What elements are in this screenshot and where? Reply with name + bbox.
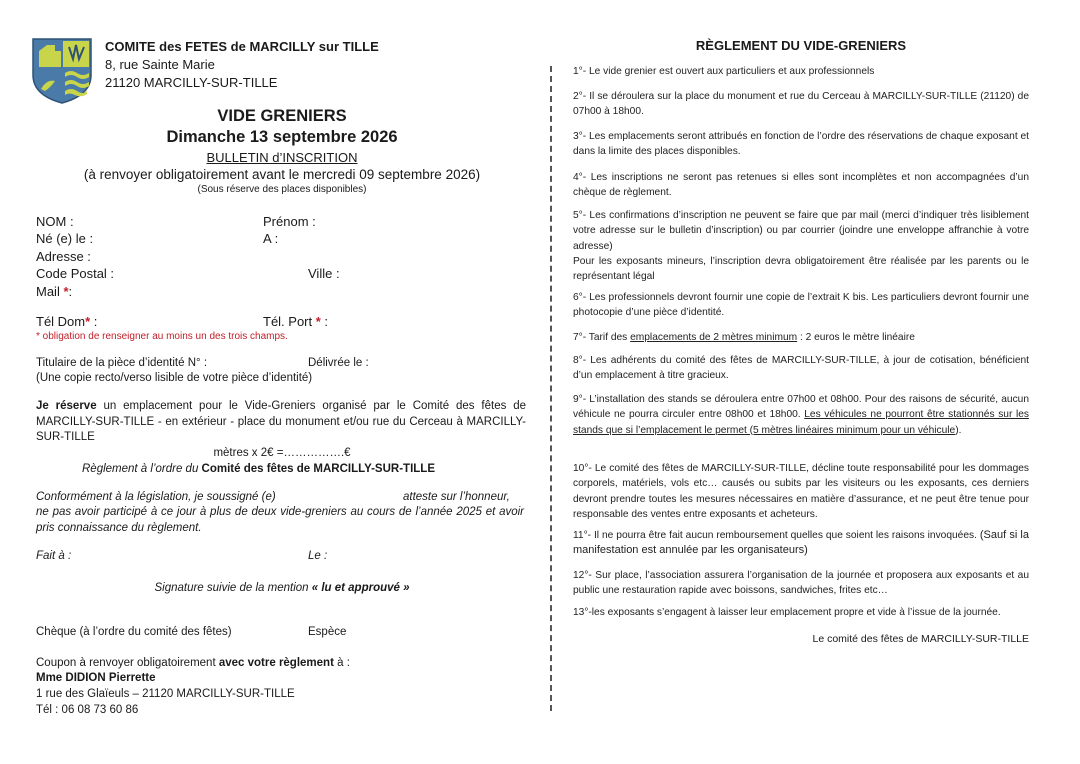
contact-name: Mme DIDION Pierrette (36, 672, 156, 684)
cut-line-divider (550, 66, 552, 711)
mobile-phone-field[interactable] (263, 313, 328, 330)
rule-item: 2°- Il se déroulera sur la place du monument et rue du Cerceau à MARCILLY-SUR-TILLE (21120) de 07h00 à 18h00. (573, 91, 1029, 118)
organization-address-line1: 8, rue Sainte Marie (105, 57, 215, 72)
home-phone-label: Tél Dom (36, 314, 86, 329)
payment-cash-option[interactable]: Espèce (308, 626, 347, 638)
rule-item-emphasis: (Sauf si la manifestation est annulée par les organisateurs) (573, 529, 1029, 557)
marcilly-crest-icon (31, 37, 93, 104)
required-fields-note: * obligation de renseigner au moins un des trois champs. (36, 331, 288, 342)
organization-name: COMITE des FETES de MARCILLY sur TILLE (105, 39, 379, 54)
postal-code-field[interactable]: Code Postal : (36, 266, 115, 281)
rule-item-pre: 11°- Il ne pourra être fait aucun remboursement quelles que soient les raisons invoquées. (573, 530, 980, 541)
required-mark: * (315, 314, 321, 329)
attestation-line1-end: atteste sur l’honneur, (403, 491, 510, 503)
payment-order-italic: Règlement à l’ordre du (82, 463, 202, 475)
mail-label-suffix: : (68, 284, 73, 299)
availability-note: (Sous réserve des places disponibles) (197, 184, 367, 195)
rule-item: 3°- Les emplacements seront attribués en fonction de l’ordre des réservations de chaque exposant et dans la limite des places disponibles. (573, 131, 1029, 158)
reservation-bold: Je réserve (36, 400, 97, 412)
birthdate-field[interactable]: Né (e) le : (36, 231, 94, 246)
id-copy-note: (Une copie recto/verso lisible de votre pièce d’identité) (36, 372, 313, 384)
id-delivered-field[interactable]: Délivrée le : (308, 357, 369, 369)
rule-item-post: ). (955, 424, 962, 436)
signature-bold: « lu et approuvé » (311, 582, 410, 594)
fait-a-field[interactable]: Fait à : (36, 550, 72, 562)
mail-field[interactable] (36, 283, 72, 300)
rule-item (573, 528, 1029, 559)
reservation-text: un emplacement pour le Vide-Greniers organisé par le Comité des fêtes de MARCILLY-SUR-TILLE - en extérieur - place du monument et/ou rue du Cerceau à MARCILLY-SUR-TILLE (36, 400, 527, 443)
rule-item: 6°- Les professionnels devront fournir une copie de l’extrait K bis. Les particuliers devront fournir une photocopie d’une pièce d’identité. (573, 292, 1029, 319)
coupon-intro (36, 656, 350, 672)
form-title: VIDE GRENIERS (217, 107, 347, 125)
date-signed-field[interactable]: Le : (308, 550, 328, 562)
address-field[interactable]: Adresse : (36, 249, 91, 264)
city-field[interactable]: Ville : (308, 266, 340, 281)
coupon-intro-bold: avec votre règlement (218, 657, 334, 669)
deadline-note: (à renvoyer obligatoirement avant le mercredi 09 septembre 2026) (83, 167, 481, 182)
rule-item: 12°- Sur place, l’association assurera l’organisation de la journée et proposera aux exposants et au public une restauration rapide avec boissons, sandwiches, frites etc… (573, 570, 1029, 597)
prenom-field[interactable]: Prénom : (263, 214, 316, 229)
rule-item-text: 5°- Les confirmations d’inscription ne peuvent se faire que par mail (merci d’indiquer très lisiblement votre adresse sur le bulletin d’inscription) ou par courrier (joindre une enveloppe affranchie à votre adresse) (573, 210, 1029, 252)
organization-address-line2: 21120 MARCILLY-SUR-TILLE (105, 75, 278, 90)
rule-item: 10°- Le comité des fêtes de MARCILLY-SUR-TILLE, décline toute responsabilité pour les dommages corporels, matériels, vols etc… causés ou subits par les visiteurs ou les exposants, ces derniers devront prendre toutes les mesures nécessaires en matière d’assurance, et ne peut être tenue pour responsable des ventes entre exposants et acheteurs. (573, 463, 1029, 520)
attestation-line1-start: Conformément à la législation, je soussigné (e) (36, 491, 276, 503)
rule-item-post: : 2 euros le mètre linéaire (797, 332, 915, 343)
contact-address: 1 rue des Glaïeuls – 21120 MARCILLY-SUR-TILLE (36, 688, 295, 700)
id-number-field[interactable]: Titulaire de la pièce d’identité N° : (36, 357, 208, 369)
home-phone-label-suffix: : (90, 314, 98, 329)
rule-item: 13°-les exposants s’engagent à laisser leur emplacement propre et vide à l’issue de la journée. (573, 607, 1001, 618)
birthplace-field[interactable]: A : (263, 231, 279, 246)
rule-item-pre: 7°- Tarif des (573, 332, 631, 343)
home-phone-field[interactable] (36, 313, 97, 330)
mail-label: Mail (36, 284, 60, 299)
meters-calculation-field[interactable]: mètres x 2€ =…………….€ (213, 447, 351, 459)
rule-item-pre: 9°- L’installation des stands se déroulera entre 07h00 et 08h00. Pour des raisons de sécurité, aucun véhicule ne pourra circuler entre 08h00 et 18h00. (573, 394, 1029, 421)
coupon-intro-end: à : (333, 657, 350, 669)
payment-order-line (82, 462, 435, 478)
required-mark: * (63, 284, 69, 299)
rules-title: RÈGLEMENT DU VIDE-GRENIERS (695, 38, 907, 53)
rule-item (573, 392, 1029, 438)
organization-header (105, 38, 379, 92)
form-subtitle: BULLETIN d’INSCRITION (206, 150, 358, 165)
payment-cheque-option[interactable]: Chèque (à l’ordre du comité des fêtes) (36, 626, 232, 638)
rule-item (573, 330, 1029, 345)
coupon-intro-text: Coupon à renvoyer obligatoirement (36, 657, 219, 669)
contact-phone: Tél : 06 08 73 60 86 (36, 704, 139, 716)
nom-field[interactable]: NOM : (36, 214, 74, 229)
rule-item (573, 208, 1029, 284)
rules-signoff: Le comité des fêtes de MARCILLY-SUR-TILLE (812, 633, 1029, 645)
rule-item-underlined: Les véhicules ne pourront être stationnés sur les stands que si l’emplacement le permet (5 mètres linéaires minimum pour un véhicule (573, 409, 1030, 436)
attestation-text: ne pas avoir participé à ce jour à plus de deux vide-greniers au cours de l’année 2025 et avoir pris connaissance du règlement. (36, 506, 524, 534)
rule-item-underlined: emplacements de 2 mètres minimum (630, 332, 798, 343)
rule-item: 1°- Le vide grenier est ouvert aux particuliers et aux professionnels (573, 66, 875, 77)
required-mark: * (85, 314, 91, 329)
signature-italic: Signature suivie de la mention (154, 582, 312, 594)
reservation-paragraph (36, 399, 526, 446)
mobile-phone-label-suffix: : (320, 314, 329, 329)
payment-order-bold: Comité des fêtes de MARCILLY-SUR-TILLE (201, 463, 435, 475)
rule-item-text2: Pour les exposants mineurs, l’inscription devra obligatoirement être réalisée par les parents ou le représentant légal (573, 255, 1029, 283)
rule-item: 8°- Les adhérents du comité des fêtes de MARCILLY-SUR-TILLE, à jour de cotisation, bénéficient d’un emplacement à titre gracieux. (573, 355, 1029, 382)
rule-item: 4°- Les inscriptions ne seront pas retenues si elles sont incomplètes et non accompagnées d’un chèque de règlement. (573, 172, 1029, 199)
mobile-phone-label: Tél. Port (263, 314, 316, 329)
signature-line[interactable] (36, 581, 528, 597)
event-date: Dimanche 13 septembre 2026 (166, 128, 398, 146)
